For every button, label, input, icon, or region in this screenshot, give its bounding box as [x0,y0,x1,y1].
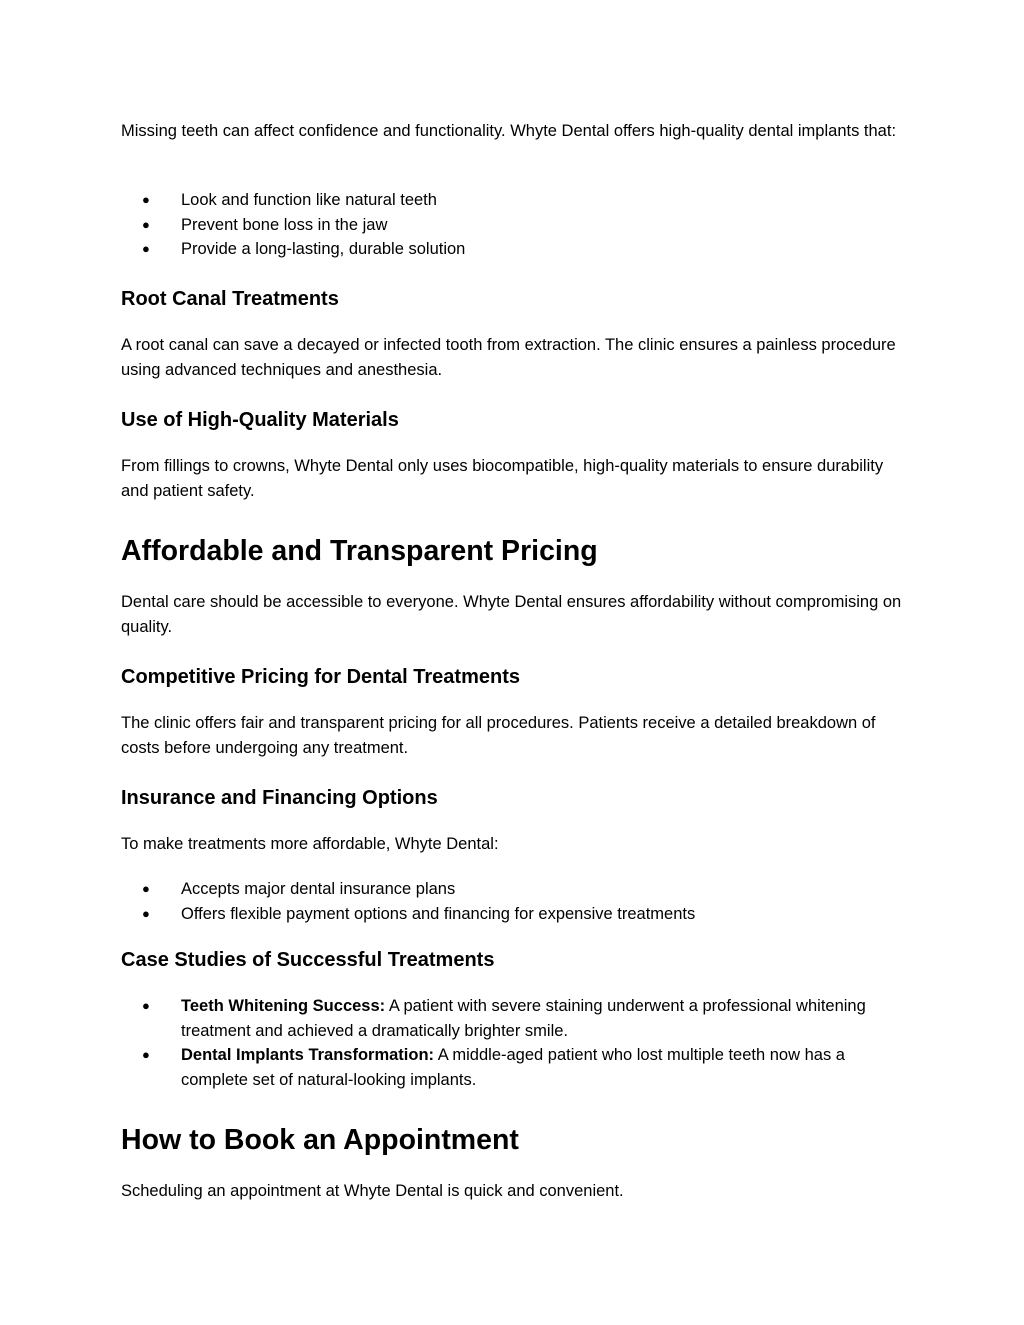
bullet-icon: ● [142,1047,150,1062]
list-item: ● Offers flexible payment options and financing for expensive treatments [121,902,911,927]
list-item: ● Look and function like natural teeth [121,188,911,213]
bullet-icon: ● [142,192,150,207]
case-study-text: A middle-aged patient who lost multiple teeth now has a complete set of natural-looking implants. [181,1046,845,1089]
booking-heading: How to Book an Appointment [121,1124,519,1156]
materials-heading: Use of High-Quality Materials [121,409,399,431]
case-studies-list [121,994,911,1092]
list-item: ● Accepts major dental insurance plans [121,877,911,902]
insurance-body: To make treatments more affordable, Whyte Dental: [121,835,499,853]
list-item: ● Provide a long-lasting, durable solution [121,237,911,262]
root-canal-body: A root canal can save a decayed or infected tooth from extraction. The clinic ensures a painless procedure using advanced techniques and anesthesia. [121,336,896,379]
materials-body: From fillings to crowns, Whyte Dental only uses biocompatible, high-quality materials to ensure durability and patient safety. [121,457,884,500]
bullet-icon: ● [142,998,150,1013]
root-canal-heading: Root Canal Treatments [121,288,339,310]
case-study-label: Dental Implants Transformation: [181,1046,435,1064]
list-item [121,994,911,1043]
implants-intro: Missing teeth can affect confidence and functionality. Whyte Dental offers high-quality dental implants that: [121,122,897,140]
implants-benefits-list [121,188,911,262]
list-item [121,1043,911,1092]
case-study-label: Teeth Whitening Success: [181,997,386,1015]
case-study-text: A patient with severe staining underwent a professional whitening treatment and achieved a dramatically brighter smile. [181,997,866,1040]
competitive-pricing-body: The clinic offers fair and transparent pricing for all procedures. Patients receive a detailed breakdown of costs before undergoing any treatment. [121,714,876,757]
case-studies-heading: Case Studies of Successful Treatments [121,949,495,971]
pricing-body: Dental care should be accessible to everyone. Whyte Dental ensures affordability without compromising on quality. [121,593,902,636]
insurance-heading: Insurance and Financing Options [121,787,438,809]
pricing-heading: Affordable and Transparent Pricing [121,535,598,567]
insurance-options-list [121,877,911,926]
bullet-icon: ● [142,881,150,896]
bullet-icon: ● [142,905,150,921]
booking-body: Scheduling an appointment at Whyte Dental is quick and convenient. [121,1182,624,1200]
bullet-icon: ● [142,216,150,232]
bullet-icon: ● [142,241,150,256]
competitive-pricing-heading: Competitive Pricing for Dental Treatments [121,666,520,688]
list-item: ● Prevent bone loss in the jaw [121,213,911,238]
